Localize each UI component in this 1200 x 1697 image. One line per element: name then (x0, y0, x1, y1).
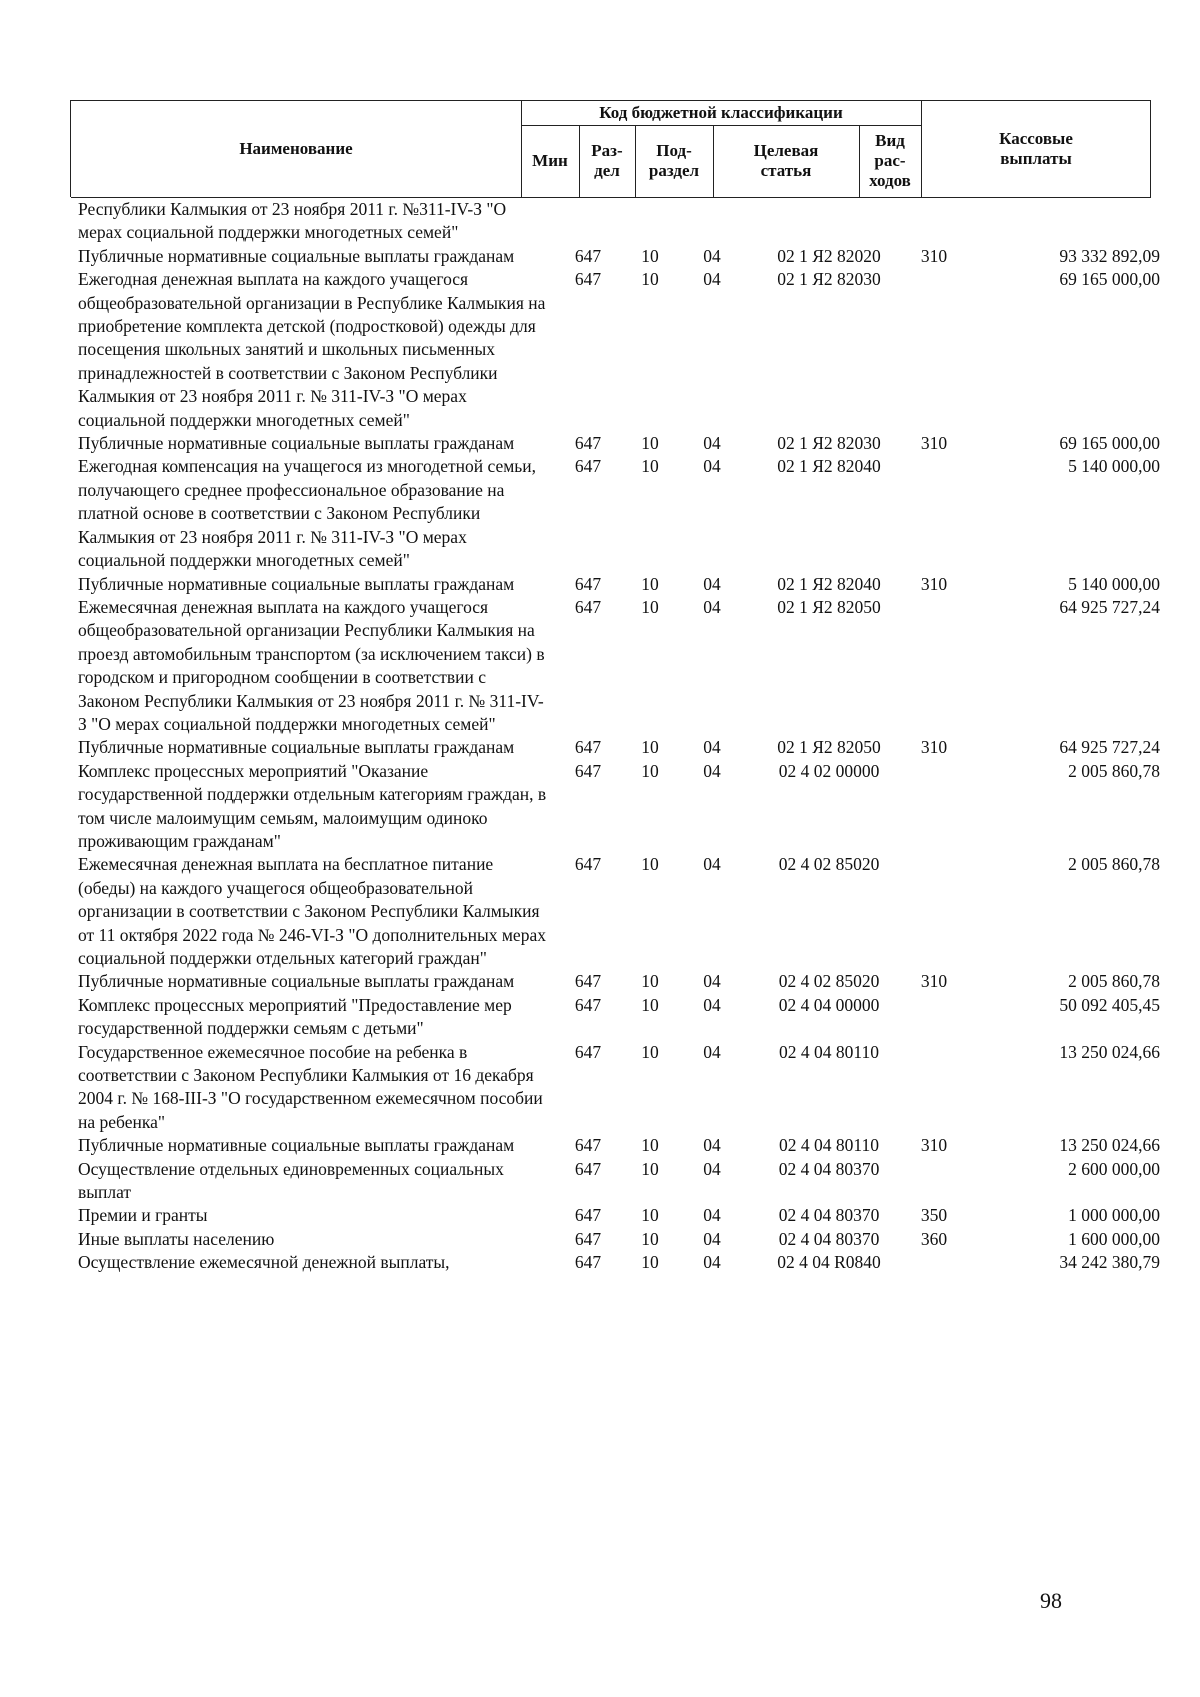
row-expense-type (904, 1158, 964, 1205)
row-target-article: 02 4 02 85020 (778, 854, 880, 875)
row-podrazdel: 04 (703, 971, 721, 992)
table-row (70, 198, 1160, 245)
row-amount: 93 332 892,09 (1059, 245, 1160, 266)
row-name: Публичные нормативные социальные выплаты гражданам (78, 433, 515, 454)
row-razdel: 10 (641, 971, 659, 992)
row-amount: 1 000 000,00 (1068, 1205, 1160, 1226)
header-divider (1150, 101, 1151, 197)
row-min: 647 (574, 1205, 602, 1226)
table-row (70, 1204, 1160, 1227)
row-min: 647 (574, 1252, 602, 1273)
row-amount: 34 242 380,79 (1059, 1252, 1160, 1273)
row-name: Ежемесячная денежная выплата на бесплатное питание (обеды) на каждого учащегося общеобразовательной организации в соответствии с Законом Республики Калмыкия от 11 октября 2022 года № 246-VI-З "О дополнительных мерах социальной поддержки отдельных категорий граждан" (78, 854, 546, 968)
row-name: Ежегодная денежная выплата на каждого учащегося общеобразовательной организации в Республике Калмыкия на приобретение комплекта детской (подростковой) одежды для посещения школьных занятий и школьных письменных принадлежностей в соответствии с Законом Республики Калмыкия от 23 ноября 2011 г. № 311-IV-З "О мерах социальной поддержки многодетных семей" (78, 269, 546, 430)
table-row (70, 1158, 1160, 1205)
row-razdel: 10 (641, 1252, 659, 1273)
row-name: Комплекс процессных мероприятий "Оказание государственной поддержки отдельным категориям граждан, в том числе малоимущим семьям, малоимущим одиноко проживающим гражданам" (78, 760, 547, 851)
table-row (70, 573, 1160, 596)
row-amount: 50 092 405,45 (1059, 994, 1160, 1015)
row-podrazdel: 04 (703, 1252, 721, 1273)
header-vid-line3: ходов (869, 171, 911, 190)
row-amount: 2 005 860,78 (1068, 760, 1160, 781)
table-row (70, 760, 1160, 854)
row-podrazdel: 04 (703, 433, 721, 454)
table-row (70, 1134, 1160, 1157)
header-razdel-line1: Раз- (591, 141, 623, 160)
row-expense-type (904, 1251, 964, 1274)
header-vid (859, 125, 921, 197)
row-razdel: 10 (641, 596, 659, 617)
header-min-text: Мин (532, 151, 568, 170)
row-min: 647 (574, 245, 602, 266)
row-podrazdel (676, 198, 748, 245)
row-podrazdel: 04 (703, 737, 721, 758)
row-amount: 5 140 000,00 (1068, 456, 1160, 477)
row-podrazdel: 04 (703, 1135, 721, 1156)
row-name: Ежемесячная денежная выплата на каждого учащегося общеобразовательной организации Республики Калмыкия на проезд автомобильным транспортом (за исключением такси) в городском и пригородном сообщении в соответствии с Законом Республики Калмыкия от 23 ноября 2011 г. № 311-IV-З "О мерах социальной поддержки многодетных семей" (78, 596, 545, 734)
table-row (70, 455, 1160, 572)
row-podrazdel: 04 (703, 269, 721, 290)
row-min: 647 (574, 1041, 602, 1062)
row-expense-type: 350 (920, 1205, 948, 1226)
row-name: Премии и гранты (78, 1205, 208, 1226)
row-target-article: 02 1 Я2 82020 (777, 245, 881, 266)
row-amount: 1 600 000,00 (1068, 1228, 1160, 1249)
header-sum (921, 101, 1151, 197)
table-row (70, 853, 1160, 970)
row-razdel (624, 198, 676, 245)
row-name: Осуществление ежемесячной денежной выплаты, (78, 1252, 450, 1273)
table-row (70, 736, 1160, 759)
row-razdel: 10 (641, 245, 659, 266)
table-row (70, 432, 1160, 455)
row-razdel: 10 (641, 994, 659, 1015)
row-name: Осуществление отдельных единовременных социальных выплат (78, 1158, 504, 1203)
row-amount: 2 005 860,78 (1068, 971, 1160, 992)
row-razdel: 10 (641, 1041, 659, 1062)
row-podrazdel: 04 (703, 1228, 721, 1249)
table-row (70, 1228, 1160, 1251)
row-expense-type: 310 (920, 971, 948, 992)
row-amount: 13 250 024,66 (1059, 1135, 1160, 1156)
row-expense-type (904, 760, 964, 854)
row-target-article: 02 1 Я2 82030 (777, 269, 881, 290)
row-min (560, 198, 616, 245)
row-target-article: 02 4 04 00000 (778, 994, 880, 1015)
row-min: 647 (574, 596, 602, 617)
row-target-article: 02 4 04 80110 (779, 1041, 879, 1062)
table-row (70, 970, 1160, 993)
header-group (521, 101, 921, 125)
row-expense-type: 310 (920, 433, 948, 454)
row-target-article: 02 4 02 85020 (778, 971, 880, 992)
row-podrazdel: 04 (703, 1158, 721, 1179)
row-razdel: 10 (641, 433, 659, 454)
row-expense-type (904, 853, 964, 970)
table-row (70, 268, 1160, 432)
row-min: 647 (574, 854, 602, 875)
row-amount: 2 005 860,78 (1068, 854, 1160, 875)
header-divider (859, 125, 860, 197)
row-target-article: 02 4 04 R0840 (777, 1252, 881, 1273)
header-statya-line1: Целевая (753, 141, 819, 160)
table-row (70, 245, 1160, 268)
row-target-article: 02 1 Я2 82030 (777, 433, 881, 454)
row-podrazdel: 04 (703, 854, 721, 875)
row-amount: 2 600 000,00 (1068, 1158, 1160, 1179)
row-min: 647 (574, 1158, 602, 1179)
row-amount: 64 925 727,24 (1059, 596, 1160, 617)
row-min: 647 (574, 1228, 602, 1249)
row-amount (964, 198, 1160, 245)
row-razdel: 10 (641, 760, 659, 781)
row-expense-type (904, 198, 964, 245)
row-min: 647 (574, 456, 602, 477)
row-target-article: 02 1 Я2 82050 (777, 737, 881, 758)
row-name: Иные выплаты населению (78, 1228, 275, 1249)
row-amount: 13 250 024,66 (1059, 1041, 1160, 1062)
row-expense-type (904, 455, 964, 572)
table-row (70, 1041, 1160, 1135)
row-name: Комплекс процессных мероприятий "Предоставление мер государственной поддержки семьям с детьми" (78, 994, 512, 1039)
header-vid-line2: рас- (874, 151, 906, 170)
header-divider (579, 125, 580, 197)
row-min: 647 (574, 971, 602, 992)
row-podrazdel: 04 (703, 994, 721, 1015)
row-podrazdel: 04 (703, 596, 721, 617)
row-razdel: 10 (641, 854, 659, 875)
row-amount: 69 165 000,00 (1059, 269, 1160, 290)
row-target-article: 02 4 04 80370 (778, 1205, 880, 1226)
row-amount: 5 140 000,00 (1068, 573, 1160, 594)
row-name: Публичные нормативные социальные выплаты гражданам (78, 245, 515, 266)
table-row (70, 994, 1160, 1041)
row-razdel: 10 (641, 1158, 659, 1179)
header-name (71, 101, 521, 197)
row-amount: 69 165 000,00 (1059, 433, 1160, 454)
header-vid-line1: Вид (875, 131, 905, 150)
row-target-article: 02 1 Я2 82040 (777, 573, 881, 594)
row-expense-type: 360 (920, 1228, 948, 1249)
table-row (70, 1251, 1160, 1274)
row-name: Республики Калмыкия от 23 ноября 2011 г. №311-IV-З "О мерах социальной поддержки многодетных семей" (78, 199, 507, 243)
row-expense-type: 310 (920, 737, 948, 758)
row-razdel: 10 (641, 1228, 659, 1249)
page-number: 98 (1040, 1588, 1062, 1613)
row-name: Ежегодная компенсация на учащегося из многодетной семьи, получающего среднее профессиональное образование на платной основе в соответствии с Законом Республики Калмыкия от 23 ноября 2011 г. № 311-IV-З "О мерах социальной поддержки многодетных семей" (78, 456, 537, 571)
row-min: 647 (574, 737, 602, 758)
row-expense-type (904, 596, 964, 736)
row-razdel: 10 (641, 737, 659, 758)
row-podrazdel: 04 (703, 245, 721, 266)
row-expense-type (904, 268, 964, 432)
row-target-article: 02 4 04 80370 (778, 1228, 880, 1249)
row-target-article (754, 198, 904, 245)
row-name: Публичные нормативные социальные выплаты гражданам (78, 971, 515, 992)
row-target-article: 02 1 Я2 82040 (777, 456, 881, 477)
row-min: 647 (574, 433, 602, 454)
row-min: 647 (574, 573, 602, 594)
row-podrazdel: 04 (703, 1041, 721, 1062)
header-sum-line1: Кассовые (999, 129, 1073, 148)
header-razdel (579, 125, 635, 197)
row-razdel: 10 (641, 573, 659, 594)
row-name: Публичные нормативные социальные выплаты гражданам (78, 1135, 515, 1156)
row-amount: 64 925 727,24 (1059, 737, 1160, 758)
row-razdel: 10 (641, 1205, 659, 1226)
header-podrazdel-line2: раздел (648, 161, 700, 180)
header-statya (713, 125, 859, 197)
header-name-text: Наименование (239, 139, 353, 158)
row-target-article: 02 1 Я2 82050 (777, 596, 881, 617)
row-podrazdel: 04 (703, 456, 721, 477)
row-podrazdel: 04 (703, 573, 721, 594)
row-razdel: 10 (641, 269, 659, 290)
header-group-text: Код бюджетной классификации (599, 103, 843, 122)
header-divider (635, 125, 636, 197)
row-razdel: 10 (641, 456, 659, 477)
header-statya-line2: статья (760, 161, 812, 180)
row-podrazdel: 04 (703, 760, 721, 781)
row-razdel: 10 (641, 1135, 659, 1156)
row-target-article: 02 4 04 80110 (779, 1135, 879, 1156)
row-min: 647 (574, 1135, 602, 1156)
header-podrazdel-line1: Под- (656, 141, 692, 160)
header-sum-line2: выплаты (1000, 149, 1072, 168)
row-name: Публичные нормативные социальные выплаты гражданам (78, 737, 515, 758)
header-divider (713, 125, 714, 197)
header-razdel-line2: дел (594, 161, 620, 180)
table-body (70, 198, 1160, 1275)
row-podrazdel: 04 (703, 1205, 721, 1226)
row-min: 647 (574, 760, 602, 781)
row-target-article: 02 4 04 80370 (778, 1158, 880, 1179)
row-min: 647 (574, 269, 602, 290)
header-divider (521, 125, 921, 126)
table-header (70, 100, 1151, 197)
row-name: Публичные нормативные социальные выплаты гражданам (78, 573, 515, 594)
row-expense-type (904, 1041, 964, 1135)
row-name: Государственное ежемесячное пособие на ребенка в соответствии с Законом Республики Калмыкия от 16 декабря 2004 г. № 168-III-З "О государственном ежемесячном пособии на ребенка" (78, 1041, 543, 1132)
header-divider (521, 101, 522, 197)
table-row (70, 596, 1160, 736)
row-expense-type: 310 (920, 1135, 948, 1156)
row-min: 647 (574, 994, 602, 1015)
row-expense-type: 310 (920, 573, 948, 594)
header-min (521, 125, 579, 197)
row-expense-type: 310 (920, 245, 948, 266)
header-divider (921, 101, 922, 197)
row-expense-type (904, 994, 964, 1041)
header-podrazdel (635, 125, 713, 197)
row-target-article: 02 4 02 00000 (778, 760, 880, 781)
